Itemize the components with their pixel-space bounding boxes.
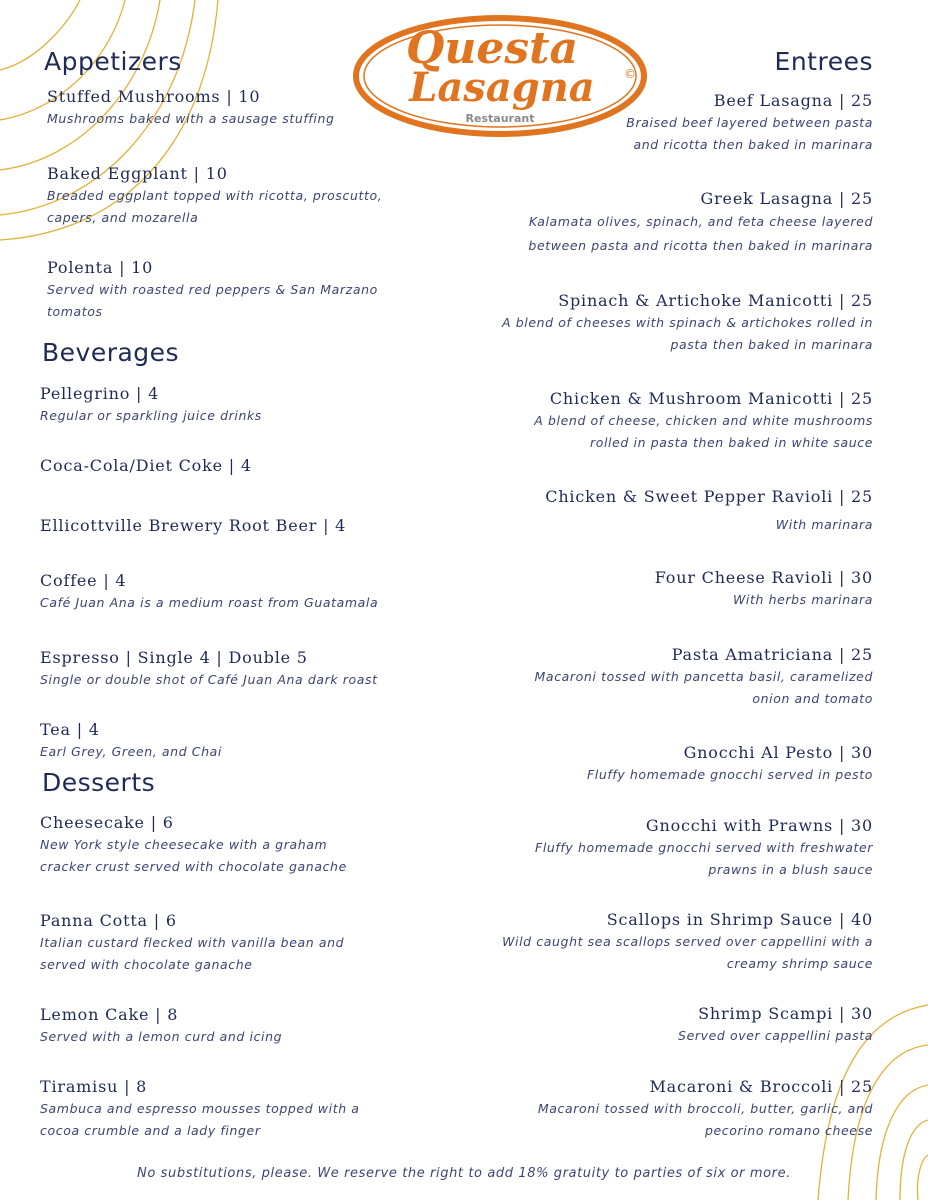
beverage-item xyxy=(40,515,346,537)
entree-item xyxy=(493,742,873,786)
item-name: Scallops in Shrimp Sauce | 40 xyxy=(606,910,873,929)
item-description: Served over cappellini pasta xyxy=(678,1028,873,1043)
entree-item xyxy=(528,644,873,710)
item-name: Shrimp Scampi | 30 xyxy=(698,1004,873,1023)
item-description: Italian custard flecked with vanilla bean and served with chocolate ganache xyxy=(40,935,345,972)
item-name: Cheesecake | 6 xyxy=(40,813,174,832)
entree-item xyxy=(528,388,873,454)
entrees-title: Entrees xyxy=(774,47,873,76)
appetizer-item xyxy=(47,257,387,323)
entree-item xyxy=(493,486,873,536)
item-description: Macaroni tossed with pancetta basil, caramelized onion and tomato xyxy=(534,669,873,706)
item-name: Macaroni & Broccoli | 25 xyxy=(649,1077,873,1096)
item-description: Macaroni tossed with broccoli, butter, garlic, and pecorino romano cheese xyxy=(537,1101,873,1138)
item-name: Panna Cotta | 6 xyxy=(40,911,177,930)
item-description: Breaded eggplant topped with ricotta, proscutto, capers, and mozarella xyxy=(47,188,383,225)
item-description: Kalamata olives, spinach, and feta cheese layered between pasta and ricotta then baked in marinara xyxy=(528,214,873,253)
dessert-item xyxy=(40,812,380,878)
beverages-title: Beverages xyxy=(42,338,180,367)
item-name: Pasta Amatriciana | 25 xyxy=(671,645,873,664)
item-name: Beef Lasagna | 25 xyxy=(713,91,873,110)
item-name: Greek Lasagna | 25 xyxy=(700,189,873,208)
dessert-item xyxy=(40,910,380,976)
logo-tagline: Restaurant xyxy=(465,112,535,125)
item-description: Sambuca and espresso mousses topped with a cocoa crumble and a lady finger xyxy=(40,1101,360,1138)
item-name: Stuffed Mushrooms | 10 xyxy=(47,87,261,106)
entree-item xyxy=(493,909,873,975)
entree-item xyxy=(523,188,873,258)
item-description: Earl Grey, Green, and Chai xyxy=(40,744,222,759)
appetizer-item xyxy=(47,86,387,130)
item-description: Mushrooms baked with a sausage stuffing xyxy=(47,111,335,126)
restaurant-logo xyxy=(352,8,652,138)
logo-line1: Questa xyxy=(406,23,578,74)
dessert-item xyxy=(40,1004,380,1048)
item-description: Single or double shot of Café Juan Ana dark roast xyxy=(40,672,378,687)
entree-item xyxy=(493,290,873,356)
appetizer-item xyxy=(47,163,387,229)
entree-item xyxy=(623,90,873,156)
item-description: Served with a lemon curd and icing xyxy=(40,1029,283,1044)
entree-item xyxy=(493,567,873,611)
item-name: Chicken & Sweet Pepper Ravioli | 25 xyxy=(545,487,873,506)
item-name: Lemon Cake | 8 xyxy=(40,1005,179,1024)
footer-note: No substitutions, please. We reserve the right to add 18% gratuity to parties of six or more. xyxy=(137,1166,791,1181)
item-name: Baked Eggplant | 10 xyxy=(47,164,228,183)
entree-item xyxy=(493,1003,873,1047)
item-name: Ellicottville Brewery Root Beer | 4 xyxy=(40,516,347,535)
beverage-item xyxy=(40,383,380,427)
item-description: Fluffy homemade gnocchi served with freshwater prawns in a blush sauce xyxy=(535,840,873,877)
appetizers-title: Appetizers xyxy=(44,47,182,76)
beverage-item xyxy=(40,570,380,614)
item-name: Four Cheese Ravioli | 30 xyxy=(654,568,873,587)
logo-copyright-mark: © xyxy=(624,67,636,81)
item-name: Gnocchi with Prawns | 30 xyxy=(645,816,873,835)
beverage-item xyxy=(40,719,380,763)
item-description: Served with roasted red peppers & San Marzano tomatos xyxy=(47,282,378,319)
item-name: Tea | 4 xyxy=(40,720,100,739)
desserts-title: Desserts xyxy=(42,768,156,797)
item-description: Regular or sparkling juice drinks xyxy=(40,408,262,423)
item-description: Café Juan Ana is a medium roast from Guatamala xyxy=(40,595,379,610)
item-description: Braised beef layered between pasta and ricotta then baked in marinara xyxy=(626,115,873,152)
item-description: New York style cheesecake with a graham cracker crust served with chocolate ganache xyxy=(40,837,347,874)
item-name: Gnocchi Al Pesto | 30 xyxy=(683,743,873,762)
logo-line2: Lasagna xyxy=(409,64,595,111)
item-description: Wild caught sea scallops served over cappellini with a creamy shrimp sauce xyxy=(502,934,873,971)
entree-item xyxy=(533,815,873,881)
item-name: Chicken & Mushroom Manicotti | 25 xyxy=(549,389,873,408)
item-description: Fluffy homemade gnocchi served in pesto xyxy=(586,767,873,782)
item-description: A blend of cheeses with spinach & artichokes rolled in pasta then baked in marinara xyxy=(502,315,873,352)
item-name: Spinach & Artichoke Manicotti | 25 xyxy=(558,291,873,310)
dessert-item xyxy=(40,1076,380,1142)
beverage-item xyxy=(40,455,252,477)
item-description: A blend of cheese, chicken and white mushrooms rolled in pasta then baked in white sauce xyxy=(534,413,873,450)
item-name: Coca-Cola/Diet Coke | 4 xyxy=(40,456,252,475)
entree-item xyxy=(528,1076,873,1142)
item-name: Polenta | 10 xyxy=(47,258,154,277)
item-description: With herbs marinara xyxy=(732,592,873,607)
item-name: Pellegrino | 4 xyxy=(40,384,160,403)
beverage-item xyxy=(40,647,380,691)
item-name: Tiramisu | 8 xyxy=(40,1077,148,1096)
item-description: With marinara xyxy=(775,517,873,532)
item-name: Espresso | Single 4 | Double 5 xyxy=(40,648,308,667)
item-name: Coffee | 4 xyxy=(40,571,127,590)
